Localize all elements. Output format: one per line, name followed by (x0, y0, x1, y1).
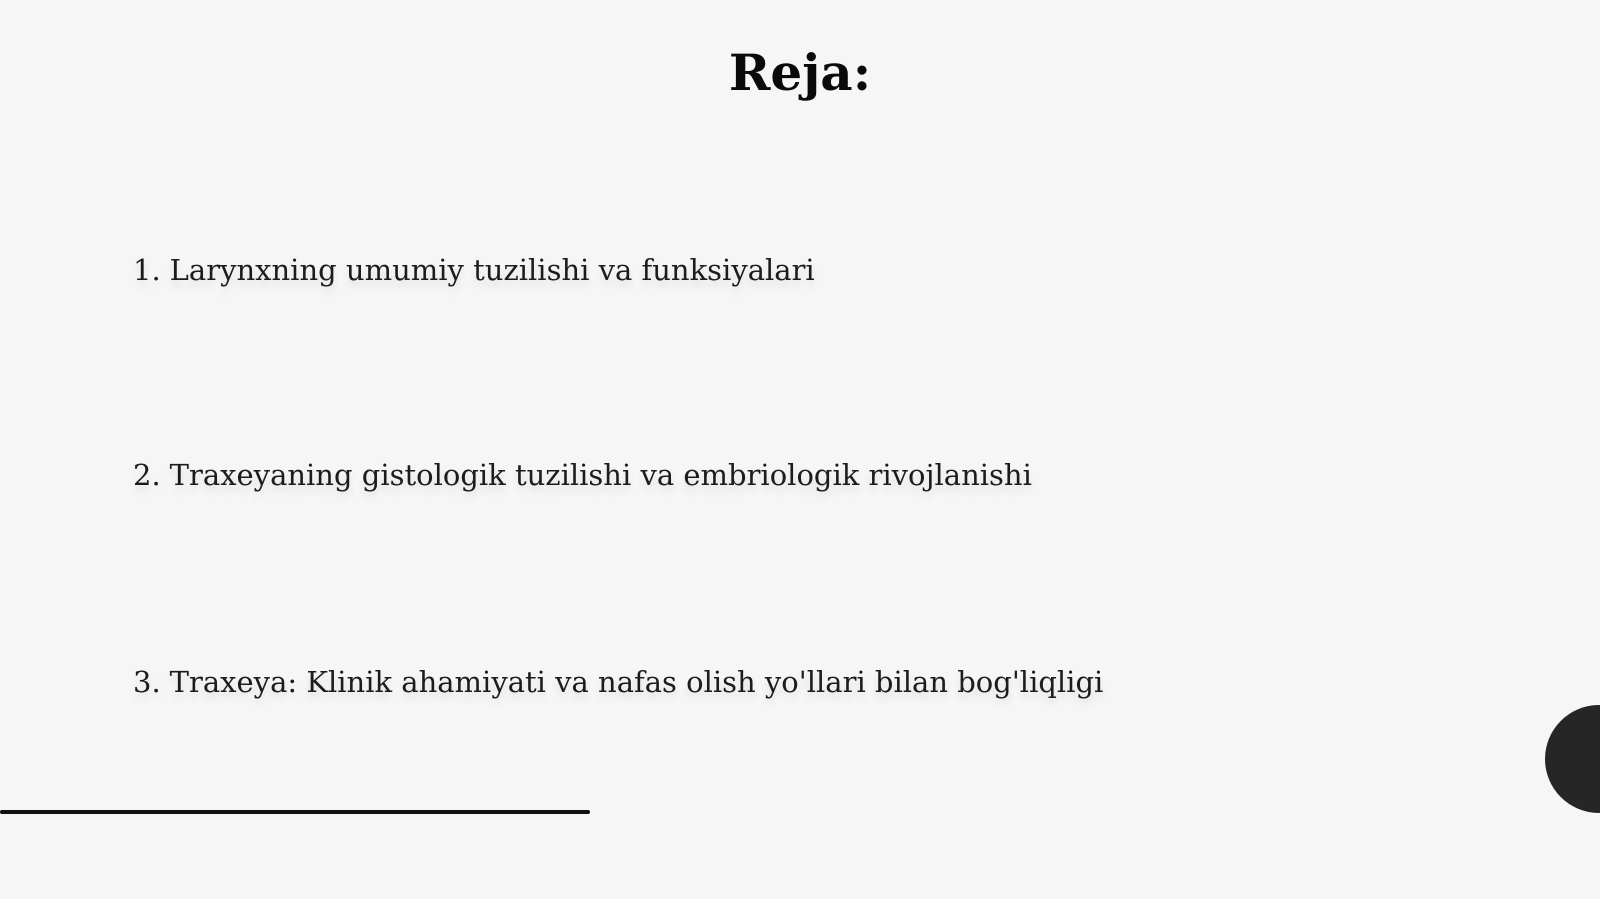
plan-item-number: 1. (133, 253, 161, 287)
plan-item-text: Traxeya: Klinik ahamiyati va nafas olish yo'llari bilan bog'liqligi (169, 665, 1104, 699)
plan-item-text: Larynxning umumiy tuzilishi va funksiyalari (169, 253, 815, 287)
decorative-circle-shape (1545, 705, 1600, 813)
plan-item-1 (133, 250, 815, 290)
plan-item-number: 3. (133, 665, 161, 699)
plan-item-text: Traxeyaning gistologik tuzilishi va embriologik rivojlanishi (169, 458, 1032, 492)
decorative-divider-line (0, 810, 590, 814)
plan-item-2 (133, 455, 1032, 495)
plan-item-3 (133, 662, 1103, 702)
slide-title: Reja: (728, 43, 872, 102)
plan-item-number: 2. (133, 458, 161, 492)
